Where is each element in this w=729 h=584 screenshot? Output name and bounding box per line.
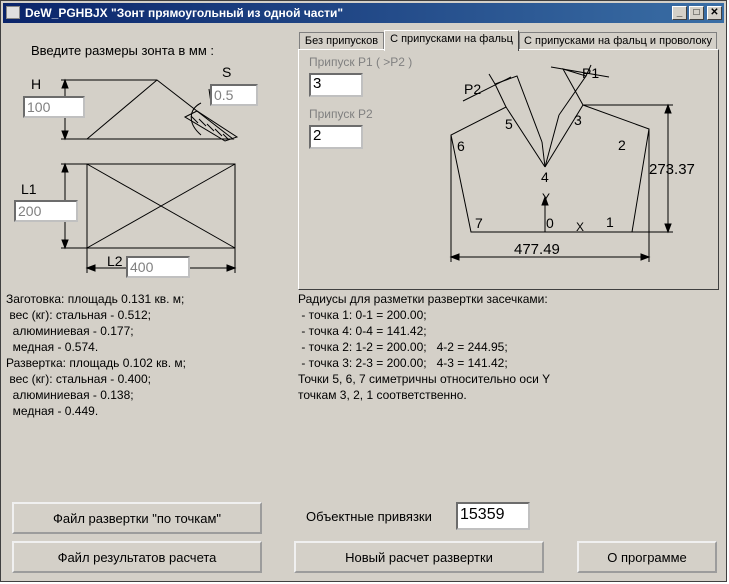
point-0-label: 0 [546, 215, 554, 231]
radii-line: Точки 5, 6, 7 симетричны относительно оси Y [298, 372, 551, 386]
point-7-label: 7 [475, 215, 483, 231]
axis-x-label: X [576, 220, 585, 234]
point-3-label: 3 [574, 112, 582, 128]
result-line: вес (кг): стальная - 0.400; [6, 372, 151, 386]
point-1-label: 1 [606, 214, 614, 230]
tab-no-allowances[interactable]: Без припусков [299, 32, 384, 50]
file-results-button[interactable]: Файл результатов расчета [12, 541, 262, 573]
radii-line: - точка 1: 0-1 = 200.00; [298, 308, 427, 322]
radii-line: точкам 3, 2, 1 соответственно. [298, 388, 467, 402]
h-label: H [31, 76, 42, 92]
blank-results [6, 291, 186, 419]
maximize-button[interactable]: □ [689, 6, 704, 20]
radii-line: - точка 4: 0-4 = 141.42; [298, 324, 427, 338]
result-line: вес (кг): стальная - 0.512; [6, 308, 151, 322]
minimize-button[interactable]: _ [672, 6, 687, 20]
point-2-label: 2 [618, 137, 626, 153]
inputs-heading: Введите размеры зонта в мм : [31, 43, 214, 58]
p2-label: Припуск Р2 [309, 107, 373, 121]
result-line: алюминиевая - 0.138; [6, 388, 134, 402]
p1-dim-label: P1 [582, 65, 600, 81]
l1-label: L1 [21, 181, 37, 197]
p1-input[interactable]: 3 [309, 73, 363, 97]
app-icon [6, 6, 20, 19]
point-5-label: 5 [505, 116, 513, 132]
l2-label: L2 [107, 253, 123, 269]
radii-line: Радиусы для разметки развертки засечками: [298, 292, 548, 306]
axis-y-label: Y [542, 191, 551, 205]
result-line: Заготовка: площадь 0.131 кв. м; [6, 292, 185, 306]
result-line: медная - 0.449. [6, 404, 99, 418]
file-points-button[interactable]: Файл развертки "по точкам" [12, 502, 262, 534]
height-dimension: 273.37 [649, 161, 695, 178]
point-4-label: 4 [541, 169, 549, 185]
l2-input[interactable]: 400 [126, 256, 190, 278]
snaps-input[interactable]: 15359 [456, 502, 530, 530]
tab-seam-and-wire-allowances[interactable]: С припусками на фальц и проволоку [519, 32, 717, 50]
window-title: DeW_PGHBJX "Зонт прямоугольный из одной части" [25, 6, 344, 20]
h-input[interactable]: 100 [23, 96, 85, 118]
point-6-label: 6 [457, 138, 465, 154]
about-button[interactable]: О программе [577, 541, 717, 573]
width-dimension: 477.49 [514, 241, 560, 258]
new-calc-button[interactable]: Новый расчет развертки [294, 541, 544, 573]
s-label: S [222, 64, 232, 80]
result-line: медная - 0.574. [6, 340, 99, 354]
result-line: Развертка: площадь 0.102 кв. м; [6, 356, 187, 370]
p2-dim-label: P2 [464, 81, 482, 97]
radii-line: - точка 2: 1-2 = 200.00; 4-2 = 244.95; [298, 340, 508, 354]
tab-seam-allowances[interactable]: С припусками на фальц [384, 30, 519, 51]
close-button[interactable]: ✕ [707, 6, 722, 20]
radii-results [298, 291, 550, 403]
result-line: алюминиевая - 0.177; [6, 324, 134, 338]
radii-line: - точка 3: 2-3 = 200.00; 4-3 = 141.42; [298, 356, 508, 370]
snaps-label: Объектные привязки [306, 509, 432, 524]
p2-input[interactable]: 2 [309, 125, 363, 149]
l1-input[interactable]: 200 [14, 200, 78, 222]
s-input[interactable]: 0.5 [210, 84, 258, 106]
title-bar[interactable] [3, 3, 724, 23]
p1-label: Припуск Р1 ( >Р2 ) [309, 55, 413, 69]
